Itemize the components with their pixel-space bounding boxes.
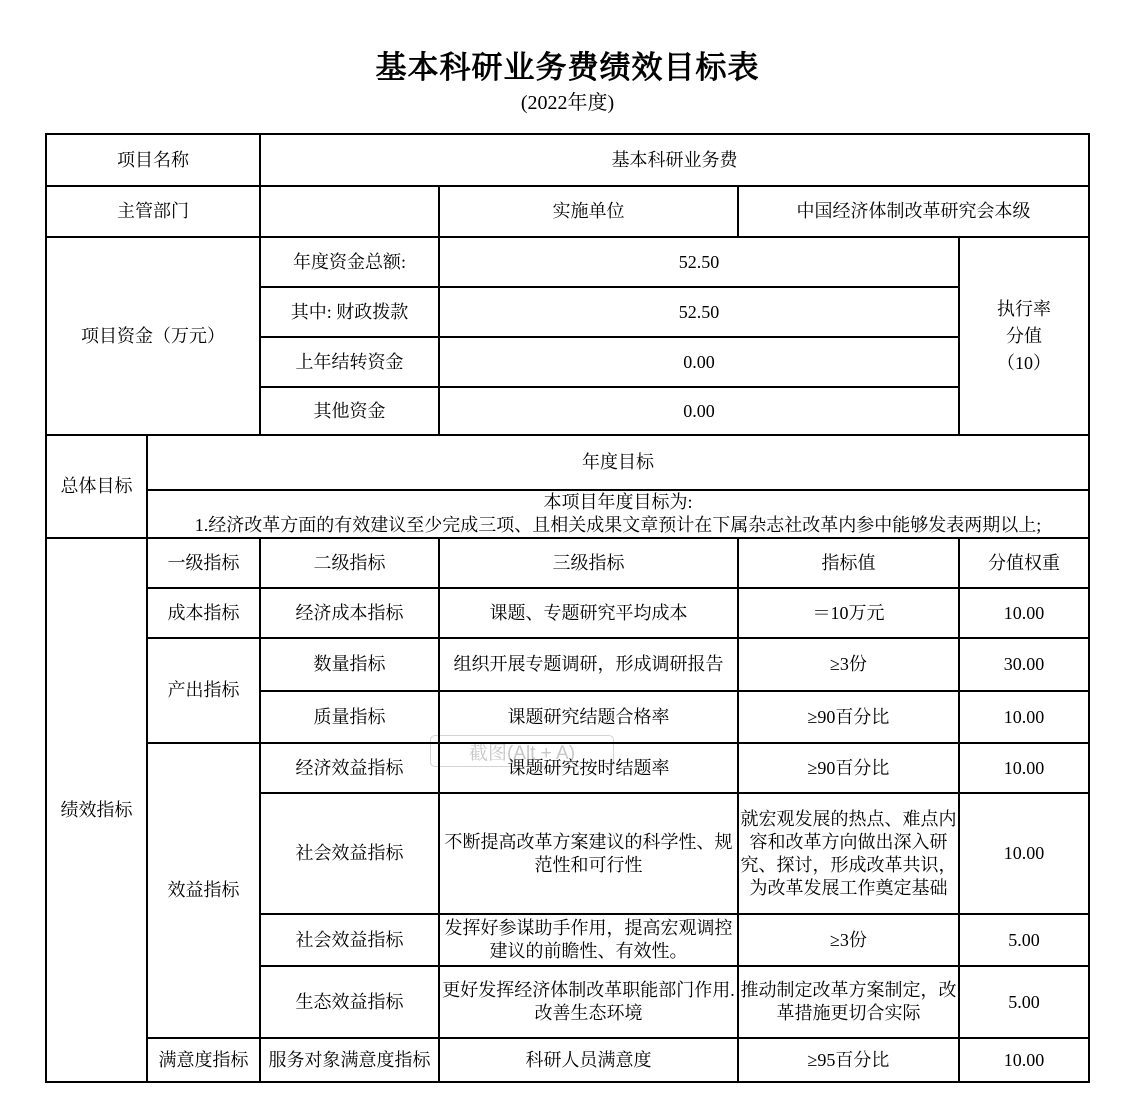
level3-cell: 科研人员满意度 <box>439 1038 738 1082</box>
level2-cell: 经济效益指标 <box>260 743 439 793</box>
unit-label: 实施单位 <box>439 186 738 237</box>
execution-rate-line1: 执行率 <box>997 298 1051 319</box>
value-cell: 推动制定改革方案制定，改革措施更切合实际 <box>738 966 959 1038</box>
level3-cell: 不断提高改革方案建议的科学性、规范性和可行性 <box>439 793 738 914</box>
level2-cell: 生态效益指标 <box>260 966 439 1038</box>
funding-fiscal-label: 其中: 财政拨款 <box>260 287 439 337</box>
execution-rate-line2: 分值 <box>1006 325 1042 346</box>
value-cell: ＝10万元 <box>738 588 959 638</box>
header-value: 指标值 <box>738 538 959 588</box>
level2-cell: 质量指标 <box>260 691 439 743</box>
screenshot-tool-watermark: 截图(Alt + A) <box>430 735 614 767</box>
indicator-row <box>46 743 1089 793</box>
weight-cell: 5.00 <box>959 966 1089 1038</box>
weight-cell: 10.00 <box>959 793 1089 914</box>
project-name-value: 基本科研业务费 <box>260 134 1089 186</box>
indicator-row <box>46 638 1089 691</box>
department-value <box>260 186 439 237</box>
weight-cell: 5.00 <box>959 914 1089 966</box>
department-label: 主管部门 <box>46 186 260 237</box>
performance-target-table <box>45 133 1090 1083</box>
level2-cell: 服务对象满意度指标 <box>260 1038 439 1082</box>
level2-cell: 数量指标 <box>260 638 439 691</box>
weight-cell: 30.00 <box>959 638 1089 691</box>
weight-cell: 10.00 <box>959 588 1089 638</box>
level3-cell: 发挥好参谋助手作用，提高宏观调控建议的前瞻性、有效性。 <box>439 914 738 966</box>
funding-total-label: 年度资金总额: <box>260 237 439 287</box>
level3-cell: 课题、专题研究平均成本 <box>439 588 738 638</box>
funding-fiscal-value: 52.50 <box>439 287 959 337</box>
funding-carryover-label: 上年结转资金 <box>260 337 439 387</box>
level3-cell: 更好发挥经济体制改革职能部门作用.改善生态环境 <box>439 966 738 1038</box>
header-level2: 二级指标 <box>260 538 439 588</box>
performance-indicator-section-label: 绩效指标 <box>46 538 147 1082</box>
header-weight: 分值权重 <box>959 538 1089 588</box>
funding-carryover-value: 0.00 <box>439 337 959 387</box>
page-subtitle: (2022年度) <box>520 92 615 114</box>
annual-goal-line1: 本项目年度目标为: <box>543 492 693 512</box>
value-cell: ≥90百分比 <box>738 691 959 743</box>
unit-value: 中国经济体制改革研究会本级 <box>738 186 1089 237</box>
weight-cell: 10.00 <box>959 1038 1089 1082</box>
funding-other-value: 0.00 <box>439 387 959 435</box>
overall-goal-label: 总体目标 <box>46 435 147 538</box>
value-cell: 就宏观发展的热点、难点内容和改革方向做出深入研究、探讨，形成改革共识，为改革发展工作奠定基础 <box>738 793 959 914</box>
level1-output: 产出指标 <box>147 638 260 743</box>
value-cell: ≥90百分比 <box>738 743 959 793</box>
header-level1: 一级指标 <box>147 538 260 588</box>
level2-cell: 社会效益指标 <box>260 914 439 966</box>
value-cell: ≥95百分比 <box>738 1038 959 1082</box>
level1-cost: 成本指标 <box>147 588 260 638</box>
value-cell: ≥3份 <box>738 638 959 691</box>
indicator-row <box>46 588 1089 638</box>
weight-cell: 10.00 <box>959 743 1089 793</box>
project-name-label: 项目名称 <box>46 134 260 186</box>
level2-cell: 社会效益指标 <box>260 793 439 914</box>
value-cell: ≥3份 <box>738 914 959 966</box>
level3-cell: 课题研究结题合格率 <box>439 691 738 743</box>
execution-rate-cell <box>959 237 1089 435</box>
annual-goal-text <box>147 490 1089 538</box>
weight-cell: 10.00 <box>959 691 1089 743</box>
level3-cell: 组织开展专题调研，形成调研报告 <box>439 638 738 691</box>
level3-cell: 课题研究按时结题率 <box>439 743 738 793</box>
annual-goal-line2: 1.经济改革方面的有效建议至少完成三项、且相关成果文章预计在下属杂志社改革内参中能够发表两期以上; <box>194 515 1042 535</box>
funding-other-label: 其他资金 <box>260 387 439 435</box>
funding-total-value: 52.50 <box>439 237 959 287</box>
level2-cell: 经济成本指标 <box>260 588 439 638</box>
level1-satisfaction: 满意度指标 <box>147 1038 260 1082</box>
page-title: 基本科研业务费绩效目标表 <box>375 50 760 85</box>
execution-rate-line3: （10） <box>997 352 1051 373</box>
header-level3: 三级指标 <box>439 538 738 588</box>
funding-section-label: 项目资金（万元） <box>46 237 260 435</box>
level1-benefit: 效益指标 <box>147 743 260 1038</box>
annual-goal-header: 年度目标 <box>147 435 1089 490</box>
indicator-row <box>46 1038 1089 1082</box>
